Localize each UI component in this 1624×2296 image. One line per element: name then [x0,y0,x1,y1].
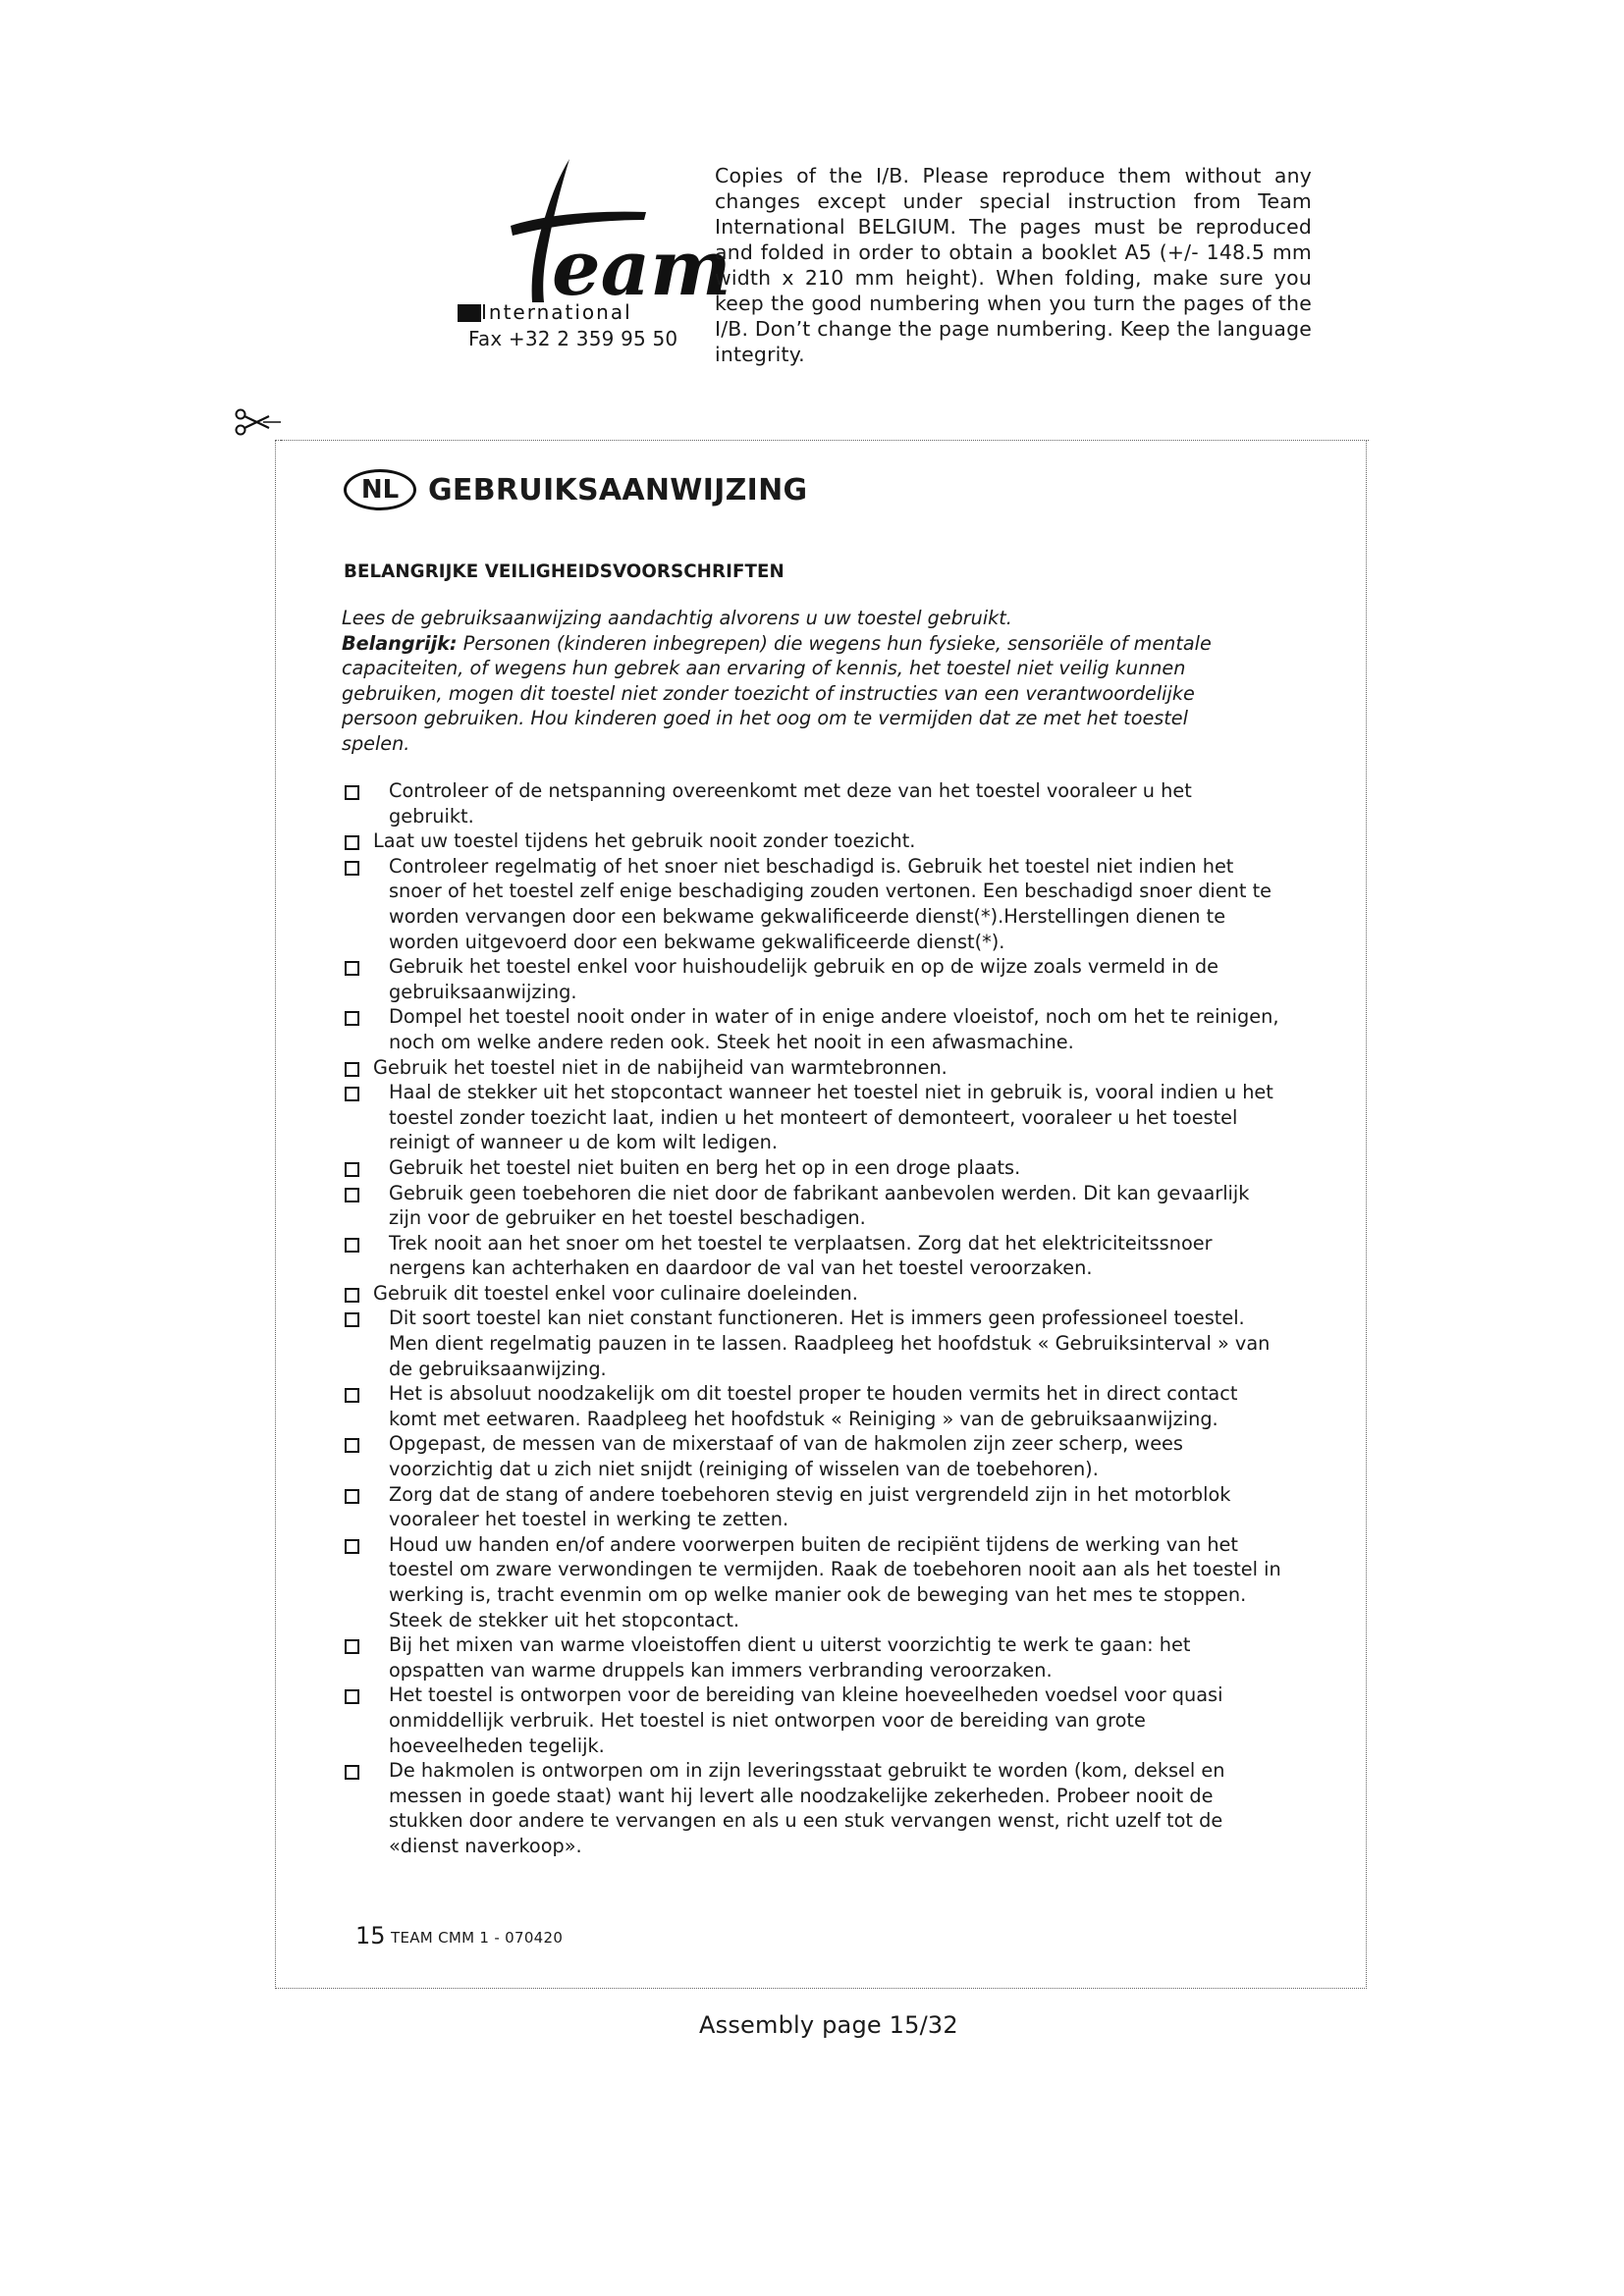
list-item: Houd uw handen en/of andere voorwerpen buiten de recipiënt tijdens de werking van het toestel om zware verwondingen te vermijden. Raak de toebehoren nooit aan als het toestel in werking is, tracht evenmin om op welke manier ook de beweging van het mes te stoppen. Steek de stekker uit het stopcontact. [340,1532,1282,1632]
checkbox-icon [345,861,359,876]
checkbox-icon [345,1162,359,1177]
list-item: Controleer of de netspanning overeenkomt met deze van het toestel vooraleer u het gebruikt. [340,778,1282,828]
list-item: Het is absoluut noodzakelijk om dit toestel proper te houden vermits het in direct contact komt met eetwaren. Raadpleeg het hoofdstuk « Reiniging » van de gebruiksaanwijzing. [340,1381,1282,1431]
checkbox-icon [345,1011,359,1026]
checkbox-icon [345,1689,359,1704]
checkbox-icon [345,1388,359,1403]
list-item: Gebruik dit toestel enkel voor culinaire doeleinden. [340,1281,1282,1307]
checkbox-icon [345,961,359,976]
reproduction-notice: Copies of the I/B. Please reproduce them without any changes except under special instruction from Team International BELGIUM. The pages must be reproduced and folded in order to obtain a booklet A5 (+/- 148.5 mm width x 210 mm height). When folding, make sure you keep the good numbering when you turn the pages of the I/B. Don’t change the page numbering. Keep the language integrity. [715,164,1312,366]
checkbox-icon [345,1312,359,1327]
checkbox-icon [345,1438,359,1453]
checkbox-icon [345,785,359,800]
list-item: Zorg dat de stang of andere toebehoren stevig en juist vergrendeld zijn in het motorblok vooraleer het toestel in werking te zetten. [340,1482,1282,1532]
list-item: Opgepast, de messen van de mixerstaaf of van de hakmolen zijn zeer scherp, wees voorzichtig dat u zich niet snijdt (reiniging of wisselen van de toebehoren). [340,1431,1282,1481]
page-number: 15 [355,1922,386,1949]
list-item: Laat uw toestel tijdens het gebruik nooit zonder toezicht. [340,828,1282,854]
list-item: Haal de stekker uit het stopcontact wanneer het toestel niet in gebruik is, vooral indien u het toestel zonder toezicht laat, indien u het monteert of demonteert, vooraleer u het toestel reinigt of wanneer u de kom wilt ledigen. [340,1080,1282,1155]
svg-text:eam: eam [552,224,731,313]
checkbox-icon [345,1765,359,1780]
checkbox-icon [345,1188,359,1202]
fax-number: Fax +32 2 359 95 50 [468,327,678,350]
safety-subheading: BELANGRIJKE VEILIGHEIDSVOORSCHRIFTEN [344,561,785,582]
list-item: Controleer regelmatig of het snoer niet beschadigd is. Gebruik het toestel niet indien het snoer of het toestel zelf enige beschadiging zouden vertonen. Een beschadigd snoer dient te worden vervangen door een bekwame gekwalificeerde dienst(*).Herstellingen dienen te worden uitgevoerd door een bekwame gekwalificeerde dienst(*). [340,854,1282,954]
list-item: Dompel het toestel nooit onder in water of in enige andere vloeistof, noch om het te reinigen, noch om welke andere reden ook. Steek het nooit in een afwasmachine. [340,1004,1282,1054]
checkbox-icon [345,1238,359,1253]
document-code: TEAM CMM 1 - 070420 [391,1929,564,1947]
important-text: Personen (kinderen inbegrepen) die wegens hun fysieke, sensoriële of mentale capaciteiten, of wegens hun gebrek aan ervaring of kennis, het toestel niet veilig kunnen gebruiken, mogen dit toestel niet zonder toezicht of instructies van een verantwoordelijke persoon gebruiken. Hou kinderen goed in het oog om te vermijden dat ze met het toestel spelen. [342,631,1212,755]
checkbox-icon [345,1062,359,1077]
important-note [342,631,1251,757]
checkbox-icon [345,1288,359,1303]
checkbox-icon [345,1087,359,1101]
safety-list [340,778,1282,1859]
list-item: Trek nooit aan het snoer om het toestel te verplaatsen. Zorg dat het elektriciteitssnoer nergens kan achterhaken en daardoor de val van het toestel veroorzaken. [340,1231,1282,1281]
checkbox-icon [345,1539,359,1554]
list-item: Het toestel is ontworpen voor de bereiding van kleine hoeveelheden voedsel voor quasi onmiddellijk verbruik. Het toestel is niet ontworpen voor de bereiding van grote hoeveelheden tegelijk. [340,1682,1282,1758]
checkbox-icon [345,1489,359,1504]
team-international-logo [452,155,731,342]
section-heading [344,469,807,510]
list-item: Bij het mixen van warme vloeistoffen dient u uiterst voorzichtig te werk te gaan: het opspatten van warme druppels kan immers verbranding veroorzaken. [340,1632,1282,1682]
list-item: Dit soort toestel kan niet constant functioneren. Het is immers geen professioneel toestel. Men dient regelmatig pauzen in te lassen. Raadpleeg het hoofdstuk « Gebruiksinterval » van de gebruiksaanwijzing. [340,1306,1282,1381]
svg-text:International: International [481,300,632,324]
checkbox-icon [345,835,359,850]
scissors-icon [234,408,281,436]
page-title: GEBRUIKSAANWIJZING [428,472,808,507]
list-item: De hakmolen is ontworpen om in zijn leveringsstaat gebruikt te worden (kom, deksel en messen in goede staat) want hij levert alle noodzakelijke zekerheden. Probeer nooit de stukken door andere te vervangen en als u een stuk vervangen wenst, richt uzelf tot de «dienst naverkoop». [340,1758,1282,1858]
list-item: Gebruik het toestel niet in de nabijheid van warmtebronnen. [340,1055,1282,1081]
intro-paragraph [342,606,1251,757]
list-item: Gebruik geen toebehoren die niet door de fabrikant aanbevolen werden. Dit kan gevaarlijk zijn voor de gebruiker en het toestel beschadigen. [340,1181,1282,1231]
list-item: Gebruik het toestel enkel voor huishoudelijk gebruik en op de wijze zoals vermeld in de gebruiksaanwijzing. [340,954,1282,1004]
assembly-page-label: Assembly page 15/32 [699,2011,958,2039]
language-badge: NL [344,469,416,510]
list-item: Gebruik het toestel niet buiten en berg het op in een droge plaats. [340,1155,1282,1181]
intro-line: Lees de gebruiksaanwijzing aandachtig alvorens u uw toestel gebruikt. [342,607,1012,629]
checkbox-icon [345,1639,359,1654]
important-label: Belangrijk: [342,631,458,655]
